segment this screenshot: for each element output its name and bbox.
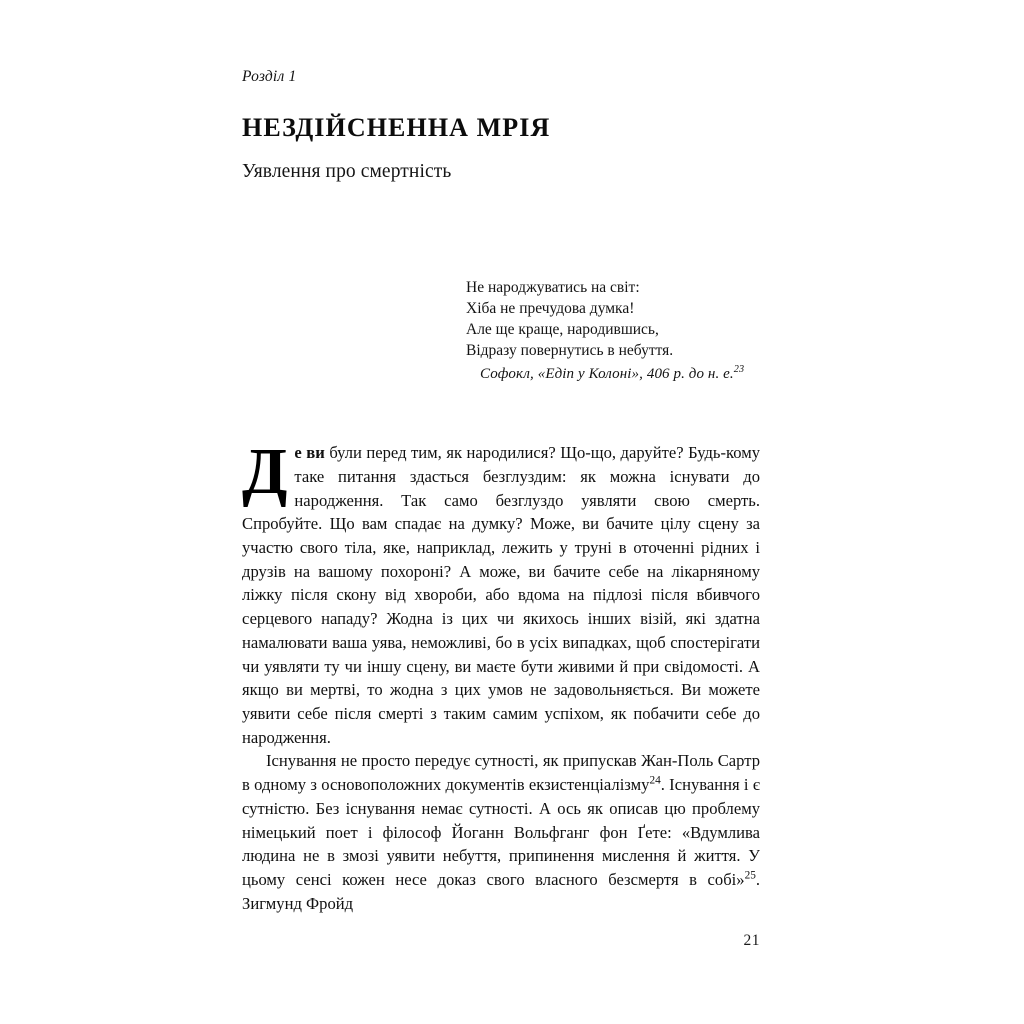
epigraph-line-1: Не народжуватись на світ:: [466, 279, 640, 297]
page-content-column: [242, 0, 760, 915]
chapter-title: НЕЗДІЙСНЕННА МРІЯ: [242, 112, 551, 142]
paragraph-1: [242, 435, 760, 749]
drop-cap: Д: [242, 435, 288, 509]
epigraph-footnote-marker: 23: [733, 364, 745, 376]
epigraph-source: [466, 364, 760, 385]
page-number: 21: [743, 932, 760, 949]
chapter-subtitle: Уявлення про смертність: [242, 160, 452, 182]
paragraph-1-lead: е ви: [294, 443, 325, 463]
paragraph-1-text: були перед тим, як народилися? Що-що, даруйте? Будь-кому таке питання здасться безглуздим: як можна існувати до народження. Так само безглуздо уявляти свою смерть. Спробуйте. Що вам спадає на думку? Може, ви бачите цілу сцену за участю свого тіла, яке, наприклад, лежить у труні в оточенні рідних і друзів на вашому похороні? А може, ви бачите себе на лікарняному ліжку після скону від хвороби, або вдома на підлозі після вбивчого серцевого нападу? Жодна із цих чи якихось інших візій, які здатна намалювати ваша уява, неможливі, бо в усіх випадках, щоб спостерігати чи уявляти ту чи іншу сцену, ви маєте бути живими й при свідомості. А якщо ви мертві, то жодна з цих умов не задовольняється. Ви можете уявити себе після смерті з таким самим успіхом, як побачити себе до народження.: [242, 443, 760, 747]
paragraph-2: [242, 749, 760, 915]
body-text: [242, 435, 760, 915]
epigraph-block: [466, 278, 760, 385]
paragraph-2-text-part-2: . Існування і є сутністю. Без існування немає сутності. А ось як описав цю проблему німецький поет і філософ Йоганн Вольфганг фон Ґете: «Вдумлива людина не в змозі уявити небуття, припинення мислення й життя. У цьому сенсі кожен несе доказ свого власного безсмертя в собі»: [242, 775, 760, 889]
chapter-label: Розділ 1: [242, 68, 297, 85]
paragraph-2-text-part-3: . Зигмунд Фройд: [242, 869, 760, 913]
epigraph-line-3: Але ще краще, народившись,: [466, 320, 659, 338]
paragraph-2-text-part-1: Існування не просто передує сутності, як припускав Жан-Поль Сартр в одному з основоположних документів екзистенціалізму: [242, 751, 760, 795]
epigraph-line-2: Хіба не пречудова думка!: [466, 300, 635, 318]
footnote-marker-25: 25: [744, 869, 756, 882]
footnote-marker-24: 24: [649, 774, 661, 787]
epigraph-source-text: Софокл, «Едіп у Колоні», 406 р. до н. е.: [480, 366, 734, 383]
epigraph-line-4: Відразу повернутись в небуття.: [466, 341, 674, 359]
